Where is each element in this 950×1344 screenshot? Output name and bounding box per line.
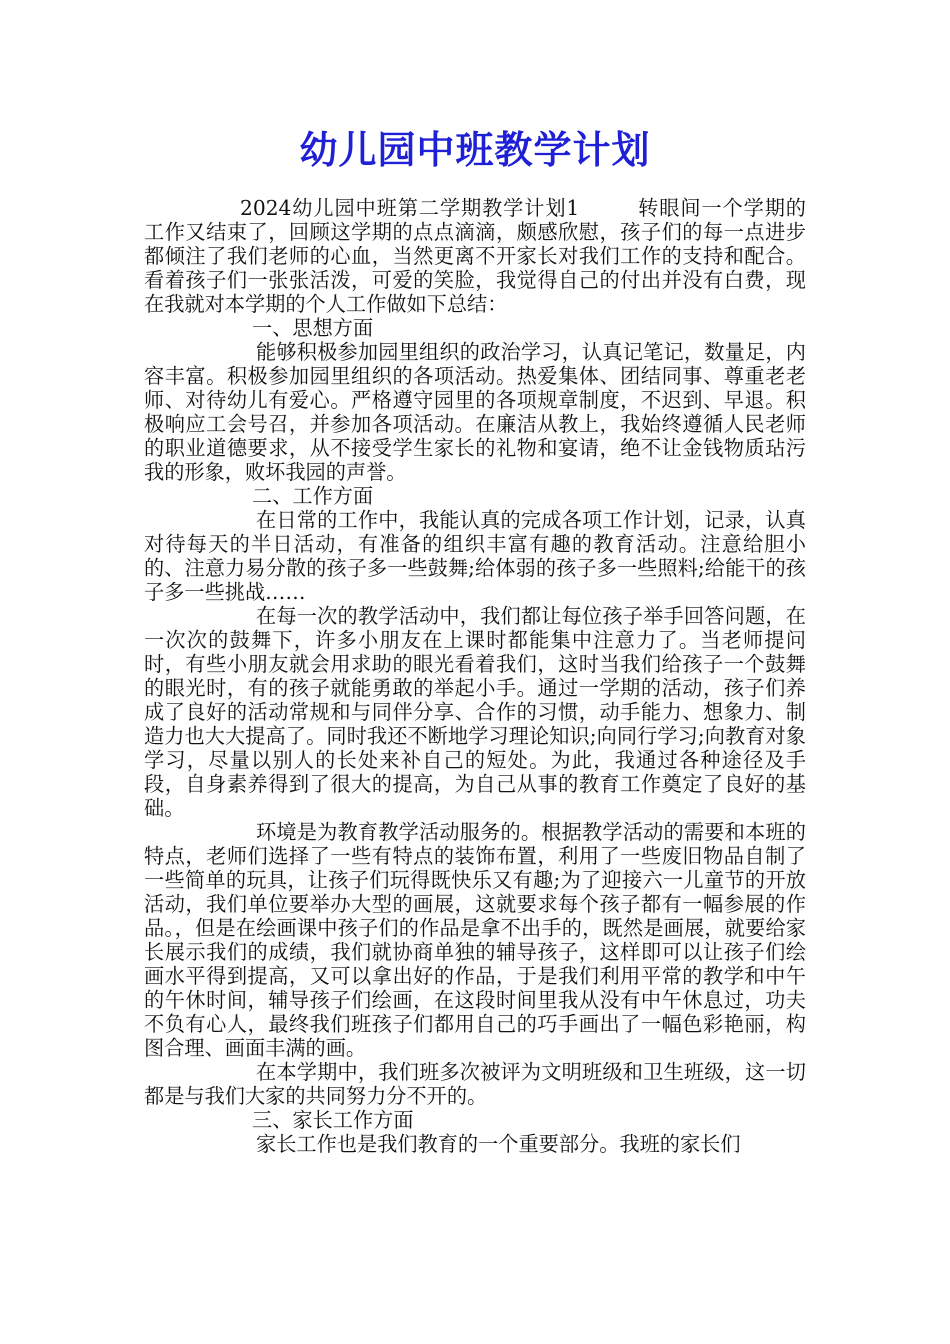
document-title: 幼儿园中班教学计划	[299, 128, 651, 172]
intro-text: 转眼间一个学期的工作又结束了，回顾这学期的点点滴滴，颇感欣慰，孩子们的每一点进步都倾注了我们老师的心血，当然更离不开家长对我们工作的支持和配合。看着孩子们一张张活泼，可爱的笑脸，我觉得自己的付出并没有白费，现在我就对本学期的个人工作做如下总结：	[144, 196, 806, 316]
section-heading-work: 二、工作方面	[252, 484, 374, 508]
paragraph-thought: 能够积极参加园里组织的政治学习，认真记笔记，数量足，内容丰富。积极参加园里组织的各项活动。热爱集体、团结同事、尊重老老师、对待幼儿有爱心。严格遵守园里的各项规章制度，不迟到、早退。积极响应工会号召，并参加各项活动。在廉洁从教上，我始终遵循人民老师的职业道德要求，从不接受学生家长的礼物和宴请，绝不让金钱物质玷污我的形象，败坏我园的声誉。	[144, 340, 806, 484]
document-body	[144, 196, 806, 1156]
section-heading-parents: 三、家长工作方面	[252, 1108, 414, 1132]
plan-label: 2024幼儿园中班第二学期教学计划1	[240, 196, 580, 220]
paragraph-work-environment: 环境是为教育教学活动服务的。根据教学活动的需要和本班的特点，老师们选择了一些有特点的装饰布置，利用了一些废旧物品自制了一些简单的玩具，让孩子们玩得既快乐又有趣;为了迎接六一儿童节的开放活动，我们单位要举办大型的画展，这就要求每个孩子都有一幅参展的作品。，但是在绘画课中孩子们的作品是拿不出手的，既然是画展，就要给家长展示我们的成绩，我们就协商单独的辅导孩子，这样即可以让孩子们绘画水平得到提高，又可以拿出好的作品，于是我们利用平常的教学和中午的午休时间，辅导孩子们绘画，在这段时间里我从没有中午休息过，功夫不负有心人，最终我们班孩子们都用自己的巧手画出了一幅色彩艳丽，构图合理、画面丰满的画。	[144, 820, 806, 1060]
paragraph-work-honors: 在本学期中，我们班多次被评为文明班级和卫生班级，这一切都是与我们大家的共同努力分不开的。	[144, 1060, 806, 1108]
section-heading-thought: 一、思想方面	[252, 316, 374, 340]
paragraph-work-daily: 在日常的工作中，我能认真的完成各项工作计划，记录，认真对待每天的半日活动，有准备的组织丰富有趣的教育活动。注意给胆小的、注意力易分散的孩子多一些鼓舞;给体弱的孩子多一些照料;给能干的孩子多一些挑战……	[144, 508, 806, 604]
paragraph-parents: 家长工作也是我们教育的一个重要部分。我班的家长们	[256, 1132, 741, 1156]
intro-paragraph	[144, 196, 806, 316]
paragraph-work-teaching: 在每一次的教学活动中，我们都让每位孩子举手回答问题，在一次次的鼓舞下，许多小朋友在上课时都能集中注意力了。当老师提问时，有些小朋友就会用求助的眼光看着我们，这时当我们给孩子一个鼓舞的眼光时，有的孩子就能勇敢的举起小手。通过一学期的活动，孩子们养成了良好的活动常规和与同伴分享、合作的习惯，动手能力、想象力、制造力也大大提高了。同时我还不断地学习理论知识;向同行学习;向教育对象学习，尽量以别人的长处来补自己的短处。为此，我通过各种途径及手段，自身素养得到了很大的提高，为自己从事的教育工作奠定了良好的基础。	[144, 604, 806, 820]
